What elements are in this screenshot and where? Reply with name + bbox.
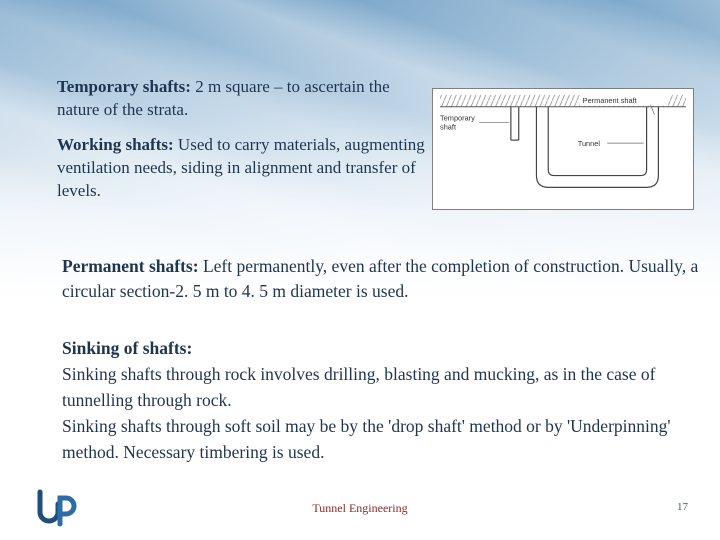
- paragraph-lead: Temporary shafts:: [57, 77, 191, 96]
- slide-page-number: 17: [677, 501, 688, 513]
- paragraph-permanent-shafts: [62, 254, 702, 303]
- paragraph-body: 2 m square – to ascertain the nature of the strata.: [57, 77, 390, 119]
- paragraph-body: Sinking shafts through soft soil may be by the 'drop shaft' method or by 'Underpinning' method. Necessary timbering is used.: [62, 415, 671, 462]
- paragraph-working-shafts: [57, 134, 435, 203]
- paragraph-body: Sinking shafts through rock involves drilling, blasting and mucking, as in the case of tunnelling through rock.: [62, 363, 656, 410]
- paragraph-lead: Working shafts:: [57, 135, 174, 154]
- paragraph-sinking-of-shafts: [62, 336, 710, 465]
- paragraph-body: Left permanently, even after the completion of construction. Usually, a circular section-2. 5 m to 4. 5 m diameter is used.: [62, 256, 699, 301]
- paragraph-temporary-shafts: [57, 76, 429, 122]
- shaft-diagram-svg: [433, 89, 693, 209]
- paragraph-lead: Sinking of shafts:: [62, 338, 193, 358]
- shaft-diagram-figure: [432, 88, 694, 210]
- diagram-label-temporary-line2: shaft: [440, 122, 457, 132]
- diagram-label-tunnel: Tunnel: [577, 139, 600, 149]
- paragraph-body: Used to carry materials, augmenting ventilation needs, siding in alignment and transfer of levels.: [57, 135, 425, 200]
- diagram-label-permanent: Permanent shaft: [582, 95, 637, 105]
- paragraph-lead: Permanent shafts:: [62, 256, 199, 276]
- footer-course-title: Tunnel Engineering: [312, 501, 408, 515]
- diagram-label-temporary-line1: Temporary: [440, 113, 475, 123]
- temporary-shaft-lines: [511, 107, 519, 140]
